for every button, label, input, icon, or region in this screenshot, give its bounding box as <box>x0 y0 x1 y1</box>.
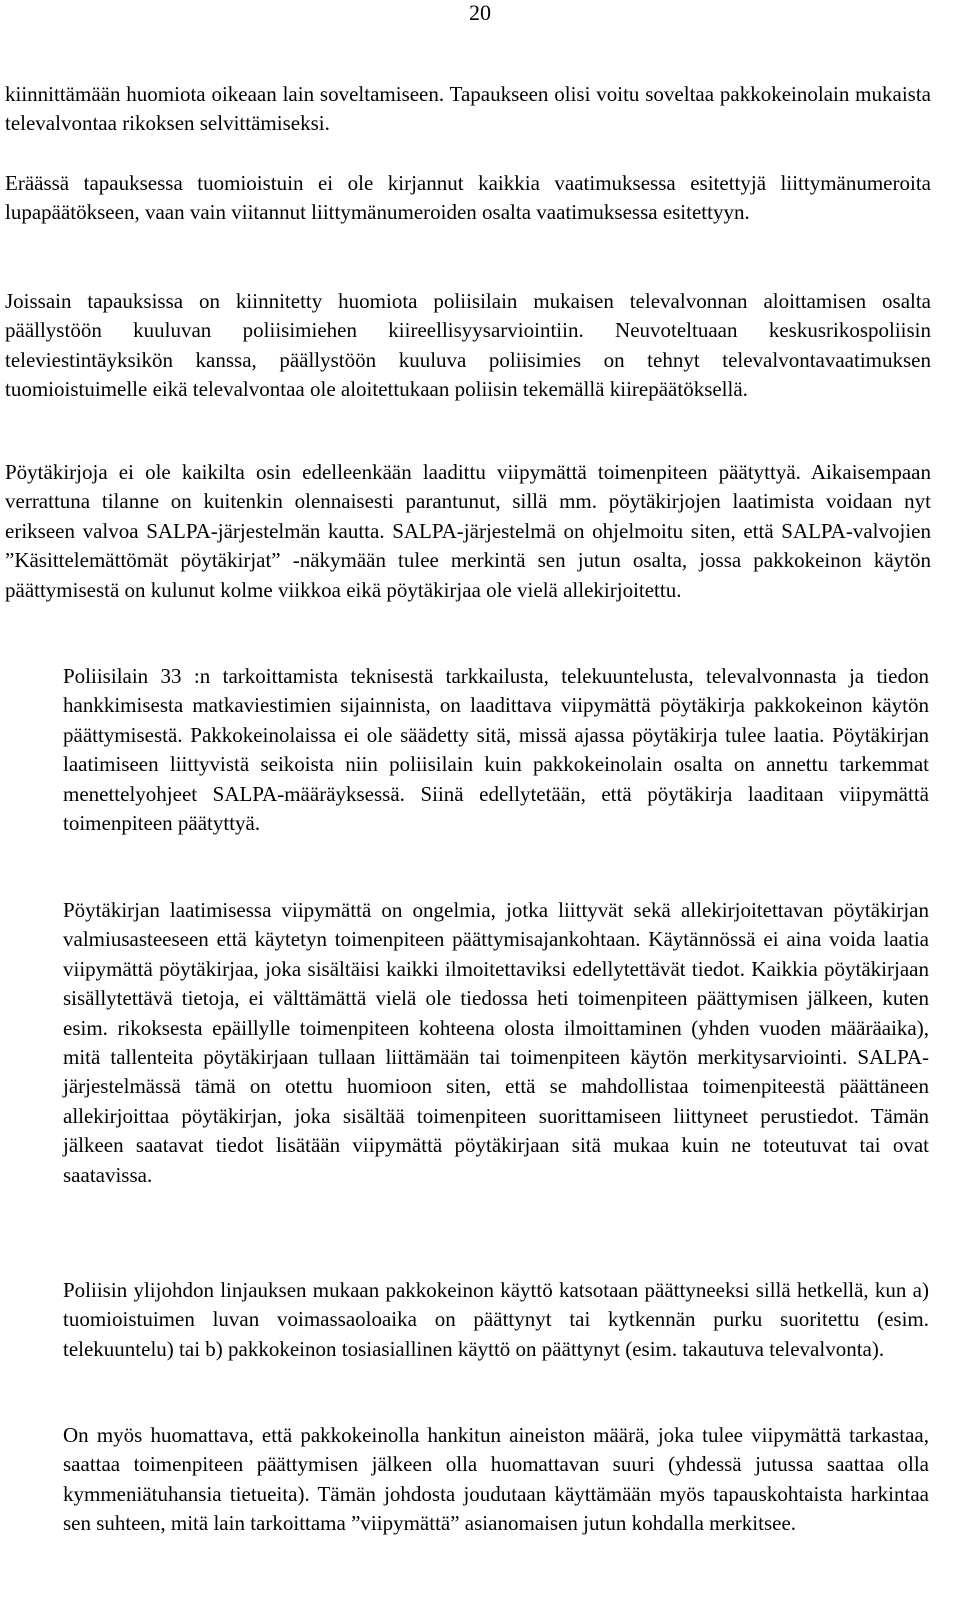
paragraph-8: On myös huomattava, että pakkokeinolla hankitun aineiston määrä, joka tulee viipymättä tarkastaa, saattaa toimenpiteen päättymisen jälkeen olla huomattavan suuri (yhdessä jutussa saattaa olla kymmeniätuhansia tietueita). Tämän johdosta joudutaan käyttämään myös tapauskohtaista harkintaa sen suhteen, mitä lain tarkoittama ”viipymättä” asianomaisen jutun kohdalla merkitsee. <box>63 1423 929 1536</box>
paragraph-6: Pöytäkirjan laatimisessa viipymättä on ongelmia, jotka liittyvät sekä allekirjoitettavan pöytäkirjan valmiusasteeseen että käytetyn toimenpiteen päättymisajankohtaan. Käytännössä ei aina voida laatia viipymättä pöytäkirjaa, joka sisältäisi kaikki ilmoitettaviksi edellytettävät tiedot. Kaikkia pöytäkirjaan sisällytettävä tietoja, ei välttämättä vielä ole tiedossa heti toimenpiteen päättymisen jälkeen, kuten esim. rikoksesta epäillylle toimenpiteen kohteena olosta ilmoittaminen (yhden vuoden määräaika), mitä tallenteita pöytäkirjaan tullaan liittämään tai toimenpiteen käytön merkitysarviointi. SALPA-järjestelmässä tämä on otettu huomioon siten, että se mahdollistaa toimenpiteestä päättäneen allekirjoittaa pöytäkirjan, joka sisältää toimenpiteen suorittamiseen liittyneet perustiedot. Tämän jälkeen saatavat tiedot lisätään viipymättä pöytäkirjaan sitä mukaa kuin ne toteutuvat tai ovat saatavissa. <box>63 898 929 1187</box>
paragraph-3: Joissain tapauksissa on kiinnitetty huomiota poliisilain mukaisen televalvonnan aloittamisen osalta päällystöön kuuluvan poliisimiehen kiireellisyysarviointiin. Neuvoteltuaan keskusrikospoliisin televiestintäyksikön kanssa, päällystöön kuuluva poliisimies on tehnyt televalvontavaatimuksen tuomioistuimelle eikä televalvontaa ole aloitettukaan poliisin tekemällä kiirepäätöksellä. <box>5 289 931 402</box>
paragraph-5: Poliisilain 33 :n tarkoittamista teknisestä tarkkailusta, telekuuntelusta, televalvonnasta ja tiedon hankkimisesta matkaviestimien sijainnista, on laadittava viipymättä pöytäkirja pakkokeinon käytön päättymisestä. Pakkokeinolaissa ei ole säädetty sitä, missä ajassa pöytäkirja tulee laatia. Pöytäkirjan laatimiseen liittyvistä seikoista niin poliisilain kuin pakkokeinolain osalta on annettu tarkemmat menettelyohjeet SALPA-määräyksessä. Siinä edellytetään, että pöytäkirja laaditaan viipymättä toimenpiteen päätyttyä. <box>63 664 929 836</box>
paragraph-4: Pöytäkirjoja ei ole kaikilta osin edelleenkään laadittu viipymättä toimenpiteen päätyttyä. Aikaisempaan verrattuna tilanne on kuitenkin olennaisesti parantunut, sillä mm. pöytäkirjojen laatimista voidaan nyt erikseen valvoa SALPA-järjestelmän kautta. SALPA-järjestelmä on ohjelmoitu siten, että SALPA-valvojien ”Käsittelemättömät pöytäkirjat” -näkymään tulee merkintä sen jutun osalta, jossa pakkokeinon käytön päättymisestä on kulunut kolme viikkoa eikä pöytäkirjaa ole vielä allekirjoitettu. <box>5 460 931 602</box>
paragraph-7: Poliisin ylijohdon linjauksen mukaan pakkokeinon käyttö katsotaan päättyneeksi sillä hetkellä, kun a) tuomioistuimen luvan voimassaoloaika on päättynyt tai kytkennän purku suoritettu (esim. telekuuntelu) tai b) pakkokeinon tosiasiallinen käyttö on päättynyt (esim. takautuva televalvonta). <box>63 1278 929 1361</box>
page-number: 20 <box>469 0 491 25</box>
paragraph-2: Eräässä tapauksessa tuomioistuin ei ole kirjannut kaikkia vaatimuksessa esitettyjä liittymänumeroita lupapäätökseen, vaan vain viitannut liittymänumeroiden osalta vaatimuksessa esitettyyn. <box>5 171 931 225</box>
paragraph-1: kiinnittämään huomiota oikeaan lain soveltamiseen. Tapaukseen olisi voitu soveltaa pakkokeinolain mukaista televalvontaa rikoksen selvittämiseksi. <box>5 82 931 136</box>
